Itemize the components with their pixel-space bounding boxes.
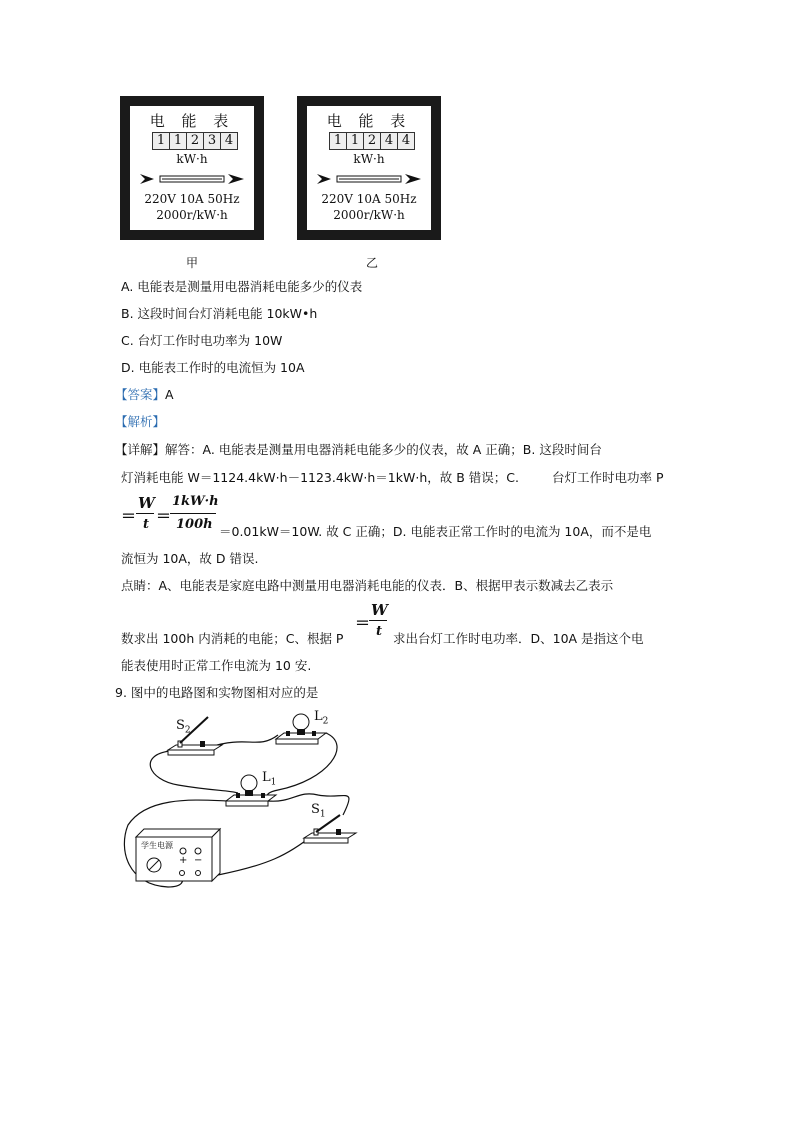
meter-constant: 2000r/kW·h bbox=[333, 208, 405, 222]
meter-digit: 1 bbox=[170, 133, 187, 149]
wire bbox=[268, 794, 349, 815]
power-minus: − bbox=[194, 855, 203, 866]
label-l2-letter: L bbox=[314, 709, 323, 724]
option-a: A. 电能表是测量用电器消耗电能多少的仪表 bbox=[121, 279, 363, 294]
meter-digit: 4 bbox=[398, 133, 414, 149]
label-l2-sub: 2 bbox=[322, 716, 329, 727]
power-label: 学生电源 bbox=[141, 841, 173, 850]
detail-tag: 【详解】 bbox=[115, 442, 166, 457]
meter-title: 电 能 表 bbox=[149, 112, 235, 130]
meter-digit: 4 bbox=[221, 133, 237, 149]
meter-constant: 2000r/kW·h bbox=[156, 208, 228, 222]
label-s1 bbox=[311, 802, 326, 820]
formula-eq: ＝ bbox=[156, 507, 172, 525]
meter-unit: kW·h bbox=[176, 152, 208, 166]
tip-formula-numerator: W bbox=[371, 601, 388, 619]
formula-denominator: t bbox=[143, 517, 150, 532]
tip-line-1: 点睛：A、电能表是家庭电路中测量用电器消耗电能的仪表．B、根据甲表示数减去乙表示 bbox=[121, 578, 614, 593]
option-c: C. 台灯工作时电功率为 10W bbox=[121, 333, 283, 348]
meter-face bbox=[130, 106, 254, 230]
label-s2-sub: 2 bbox=[184, 725, 191, 736]
meter-arrow-icon bbox=[140, 172, 244, 186]
meter-digit: 2 bbox=[187, 133, 204, 149]
question-9: 9. 图中的电路图和实物图相对应的是 bbox=[115, 685, 319, 700]
meter-yi bbox=[297, 96, 441, 240]
detail-line-4: 流恒为 10A，故 D 错误. bbox=[121, 551, 259, 566]
circuit-diagram bbox=[118, 705, 368, 890]
meter-caption-jia: 甲 bbox=[186, 256, 199, 270]
detail-line-1 bbox=[115, 440, 602, 458]
meter-spec: 220V 10A 50Hz bbox=[321, 192, 417, 206]
tip-line-2b: 求出台灯工作时电功率．D、10A 是指这个电 bbox=[393, 631, 644, 646]
answer-tag: 【答案】 bbox=[115, 387, 166, 402]
analysis-tag: 【解析】 bbox=[115, 414, 166, 429]
fraction-bar bbox=[136, 513, 154, 514]
formula-eq: ＝ bbox=[121, 507, 137, 525]
label-l1-letter: L bbox=[262, 770, 271, 785]
detail-line-2b: 台灯工作时电功率 P bbox=[552, 470, 664, 485]
formula-numerator: 1kW·h bbox=[172, 494, 219, 509]
formula-denominator: 100h bbox=[176, 517, 213, 532]
meter-caption-yi: 乙 bbox=[366, 256, 379, 270]
label-l2 bbox=[314, 709, 328, 727]
label-s2 bbox=[176, 718, 191, 736]
meter-title: 电 能 表 bbox=[326, 112, 412, 130]
answer-value: A bbox=[165, 387, 174, 402]
meter-digits bbox=[152, 132, 238, 150]
meter-digit: 1 bbox=[153, 133, 170, 149]
detail-line-3: ＝0.01kW＝10W. 故 C 正确；D. 电能表正常工作时的电流为 10A，而不是电 bbox=[219, 524, 652, 539]
option-d: D. 电能表工作时的电流恒为 10A bbox=[121, 360, 305, 375]
label-s1-sub: 1 bbox=[319, 809, 326, 820]
tip-line-3: 能表使用时正常工作电流为 10 安. bbox=[121, 658, 312, 673]
label-l1 bbox=[262, 770, 276, 788]
meter-spec: 220V 10A 50Hz bbox=[144, 192, 240, 206]
fraction-bar bbox=[170, 513, 216, 514]
tip-formula-eq: ＝ bbox=[355, 614, 371, 632]
label-s1-letter: S bbox=[311, 802, 320, 817]
detail-text: 解答：A. 电能表是测量用电器消耗电能多少的仪表，故 A 正确；B. 这段时间台 bbox=[165, 442, 602, 457]
meter-digits bbox=[329, 132, 415, 150]
power-plus: + bbox=[179, 855, 188, 866]
meter-digit: 4 bbox=[381, 133, 398, 149]
meter-jia bbox=[120, 96, 264, 240]
tip-formula-denominator: t bbox=[376, 624, 383, 639]
wire bbox=[150, 751, 238, 793]
meter-unit: kW·h bbox=[353, 152, 385, 166]
label-l1-sub: 1 bbox=[270, 777, 277, 788]
fraction-bar bbox=[369, 620, 387, 621]
meter-digit: 3 bbox=[204, 133, 221, 149]
power-supply bbox=[136, 829, 220, 881]
detail-line-2a: 灯消耗电能 W＝1124.4kW·h－1123.4kW·h＝1kW·h，故 B 错误；C. bbox=[121, 470, 519, 485]
meter-arrow-icon bbox=[317, 172, 421, 186]
label-s2-letter: S bbox=[176, 718, 185, 733]
answer-line bbox=[115, 385, 174, 403]
tip-line-2a: 数求出 100h 内消耗的电能；C、根据 P bbox=[121, 631, 344, 646]
meter-digit: 1 bbox=[330, 133, 347, 149]
meter-digit: 1 bbox=[347, 133, 364, 149]
meter-face bbox=[307, 106, 431, 230]
option-b: B. 这段时间台灯消耗电能 10kW•h bbox=[121, 306, 318, 321]
formula-numerator: W bbox=[138, 494, 155, 512]
meter-digit: 2 bbox=[364, 133, 381, 149]
